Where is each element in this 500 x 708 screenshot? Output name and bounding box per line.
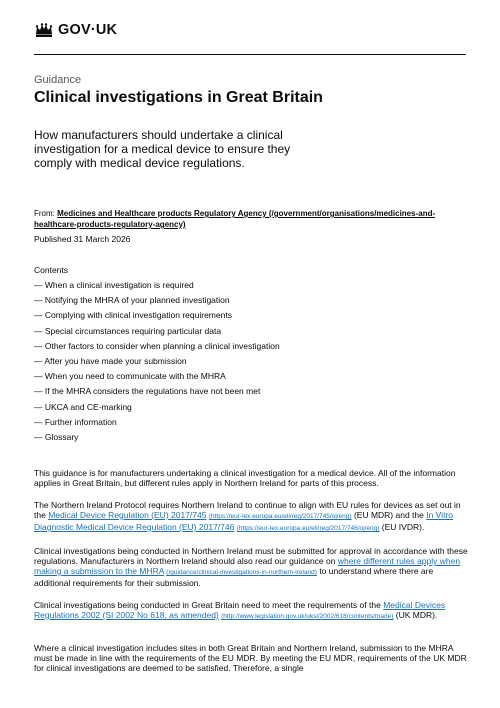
eu-ivdr-url[interactable]: (https://eur-lex.europa.eu/eli/reg/2017/746/oj/eng) xyxy=(236,525,380,532)
contents-list xyxy=(34,280,280,447)
contents-item[interactable]: — Complying with clinical investigation requirements xyxy=(34,310,232,321)
contents-item[interactable]: — Other factors to consider when planning a clinical investigation xyxy=(34,340,280,351)
contents-item[interactable]: — Notifying the MHRA of your planned investigation xyxy=(34,295,230,306)
contents-item[interactable]: — When you need to communicate with the MHRA xyxy=(34,371,226,382)
northern-ireland-guidance-link[interactable]: where different rules apply when making a submission to the MHRA xyxy=(34,556,461,576)
published-date: Published 31 March 2026 xyxy=(34,234,131,244)
govuk-header[interactable] xyxy=(34,22,117,38)
page-title: Clinical investigations in Great Britain xyxy=(34,89,323,106)
contents-item[interactable]: — When a clinical investigation is required xyxy=(34,280,194,290)
from-metadata xyxy=(34,208,468,230)
great-britain-requirements-paragraph xyxy=(34,600,468,622)
northern-ireland-submission-paragraph xyxy=(34,546,468,588)
northern-ireland-guidance-url[interactable]: (/guidance/clinical-investigations-in-northern-ireland) xyxy=(166,569,317,576)
uk-mdr-url[interactable]: (http://www.legislation.gov.uk/uksi/2002/618/contents/made) xyxy=(221,613,394,620)
p4-text-a: Clinical investigations being conducted in Great Britain need to meet the requirements of the xyxy=(34,600,384,610)
eu-ivdr-link[interactable]: In Vitro Diagnostic Medical Device Regulation (EU) 2017/746 xyxy=(34,510,453,532)
uk-mdr-link[interactable]: Medical Devices Regulations 2002 (SI 2002 No 618, as amended) xyxy=(34,600,446,620)
document-type-label: Guidance xyxy=(34,74,82,86)
contents-item[interactable]: — If the MHRA considers the regulations have not been met xyxy=(34,386,261,397)
eu-mdr-url[interactable]: (https://eur-lex.europa.eu/eli/reg/2017/745/oj/eng) xyxy=(208,513,352,520)
combined-sites-paragraph: Where a clinical investigation includes sites in both Great Britain and Northern Ireland, submission to the MHRA must be made in line with the requirements of the EU MDR. By meeting the EU MDR, requirements of the UK MDR for clinical investigations are deemed to be satisfied. Therefore, a single xyxy=(34,643,467,673)
lead-paragraph: How manufacturers should undertake a clinical investigation for a medical device to ensure they comply with medical device regulations. xyxy=(34,128,291,170)
eu-mdr-link[interactable]: Medical Device Regulation (EU) 2017/745 xyxy=(48,510,207,520)
p2-text-a: The Northern Ireland Protocol requires Northern Ireland to continue to align with EU rules for devices as set out in the xyxy=(34,500,461,520)
p3-text-a: Clinical investigations being conducted in Northern Ireland must be submitted for approval in accordance with these regulations. Manufacturers in Northern Ireland should also read our guidance on xyxy=(34,546,468,566)
p4-text-b: (UK MDR). xyxy=(393,610,438,620)
contents-item[interactable]: — Further information xyxy=(34,416,117,427)
from-organisation-link[interactable]: Medicines and Healthcare products Regulatory Agency (/government/organisations/medicines-and-healthcare-products-regulatory-agency) xyxy=(34,209,436,229)
crown-icon xyxy=(34,22,54,38)
p3-text-b: to understand where there are additional requirements for their submission. xyxy=(34,566,434,588)
contents-item[interactable]: — Special circumstances requiring particular data xyxy=(34,325,222,336)
govuk-logo-text: GOV·UK xyxy=(58,22,118,38)
p2-text-b: (EU MDR) and the xyxy=(351,510,427,520)
p2-text-c: (EU IVDR). xyxy=(379,522,425,532)
intro-paragraph: This guidance is for manufacturers undertaking a clinical investigation for a medical device. All of the information applies in Great Britain, but different rules apply in Northern Ireland for parts of this process. xyxy=(34,468,456,488)
contents-item[interactable]: — Glossary xyxy=(34,431,79,442)
contents-item[interactable]: — UKCA and CE-marking xyxy=(34,401,132,412)
header-divider xyxy=(34,54,466,55)
contents-item[interactable]: — After you have made your submission xyxy=(34,355,187,366)
contents-heading: Contents xyxy=(34,265,69,275)
from-label: From: xyxy=(34,209,55,218)
northern-ireland-protocol-paragraph xyxy=(34,500,468,534)
